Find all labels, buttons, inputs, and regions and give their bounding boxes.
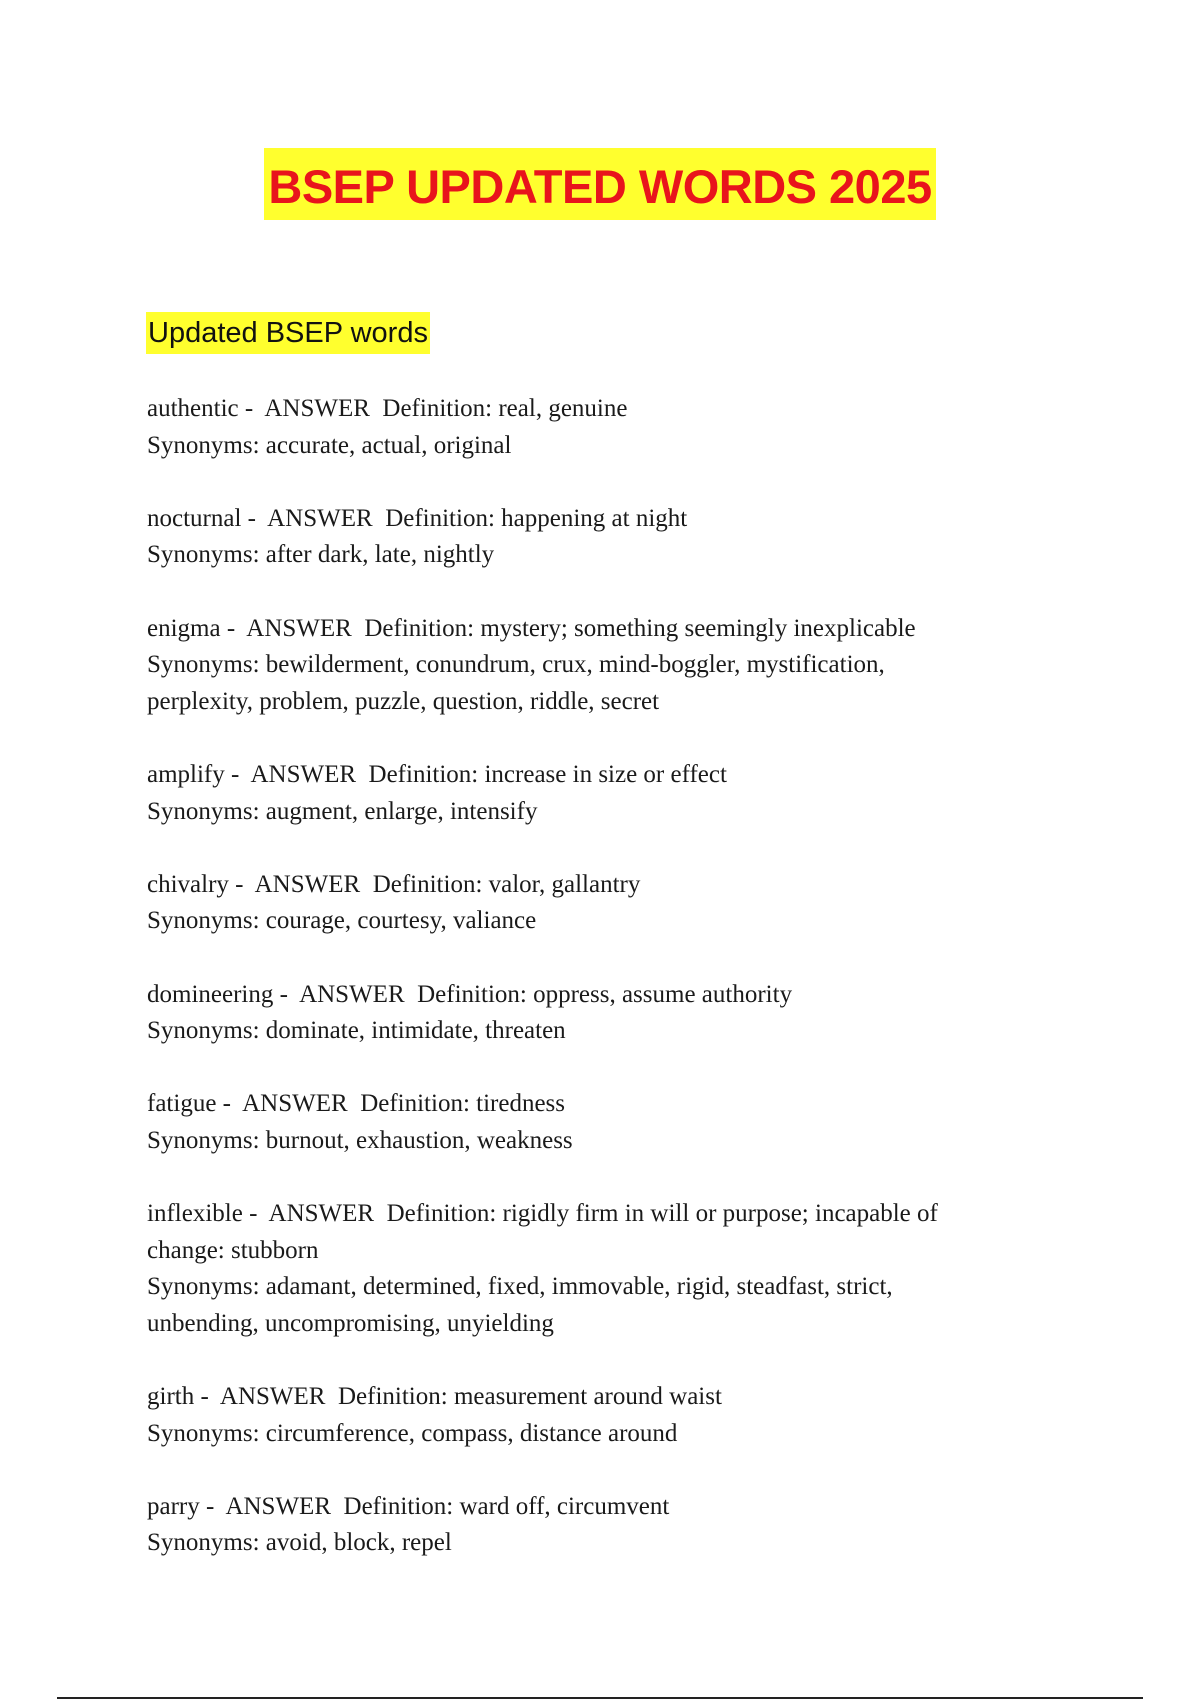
word-entry: [147, 757, 1077, 830]
document-title: BSEP UPDATED WORDS 2025: [264, 148, 935, 220]
word-entry: [147, 977, 1077, 1050]
definition-line: authentic - ANSWER Definition: real, genuine: [147, 395, 628, 422]
synonyms-line: Synonyms: burnout, exhaustion, weakness: [147, 1126, 573, 1154]
word-entry: [147, 1379, 1077, 1452]
entry-word: enigma: [147, 614, 221, 642]
definition-line: nocturnal - ANSWER Definition: happening at night: [147, 504, 688, 532]
synonyms-line: Synonyms: avoid, block, repel: [147, 1529, 452, 1557]
answer-label: ANSWER: [246, 614, 352, 642]
definition-line: inflexible - ANSWER Definition: rigidly firm in will or purpose; incapable of: [147, 1200, 938, 1228]
synonyms-line: Synonyms: circumference, compass, distance around: [147, 1419, 678, 1447]
word-entry: [147, 391, 1077, 464]
definition-text: Definition: valor, gallantry: [372, 870, 641, 898]
word-entry: [147, 867, 1077, 940]
definition-text: Definition: ward off, circumvent: [343, 1492, 670, 1520]
answer-label: ANSWER: [299, 980, 405, 1008]
title-block: [0, 148, 1200, 220]
synonyms-line: Synonyms: augment, enlarge, intensify: [147, 797, 538, 825]
word-entry: [147, 1196, 1077, 1342]
entry-word: inflexible: [147, 1200, 243, 1228]
word-entry: [147, 611, 1077, 721]
definition-text: Definition: real, genuine: [382, 395, 628, 422]
word-entry: [147, 1086, 1077, 1159]
entry-word: parry: [147, 1492, 200, 1520]
synonyms-line: Synonyms: dominate, intimidate, threaten: [147, 1017, 566, 1045]
answer-label: ANSWER: [264, 395, 370, 422]
definition-line: girth - ANSWER Definition: measurement around waist: [147, 1383, 722, 1411]
word-list: [147, 391, 1077, 1599]
footer-rule: [57, 1697, 1143, 1699]
definition-text: change: stubborn: [147, 1236, 319, 1264]
synonyms-line: Synonyms: adamant, determined, fixed, immovable, rigid, steadfast, strict,: [147, 1273, 893, 1301]
answer-label: ANSWER: [250, 760, 357, 788]
entry-word: amplify: [147, 760, 225, 788]
definition-text: Definition: increase in size or effect: [368, 760, 727, 788]
answer-label: ANSWER: [268, 1200, 375, 1228]
definition-line: [147, 1233, 1077, 1270]
answer-label: ANSWER: [254, 870, 361, 898]
word-entry: [147, 1489, 1077, 1562]
synonyms-line: Synonyms: bewilderment, conundrum, crux, mind-boggler, mystification,: [147, 651, 885, 679]
definition-text: Definition: happening at night: [385, 504, 688, 532]
definition-line: parry - ANSWER Definition: ward off, circumvent: [147, 1492, 670, 1520]
answer-label: ANSWER: [225, 1492, 332, 1520]
entry-word: authentic: [147, 395, 239, 422]
definition-line: chivalry - ANSWER Definition: valor, gallantry: [147, 870, 641, 898]
entry-word: domineering: [147, 980, 274, 1008]
definition-text: Definition: rigidly firm in will or purpose; incapable of: [386, 1200, 938, 1228]
answer-label: ANSWER: [267, 504, 373, 532]
answer-label: ANSWER: [219, 1383, 326, 1411]
definition-text: Definition: mystery; something seemingly inexplicable: [364, 614, 916, 642]
synonyms-line: Synonyms: courage, courtesy, valiance: [147, 907, 537, 935]
entry-word: nocturnal: [147, 504, 242, 532]
definition-line: fatigue - ANSWER Definition: tiredness: [147, 1090, 566, 1118]
definition-text: Definition: oppress, assume authority: [417, 980, 793, 1008]
synonyms-line: Synonyms: accurate, actual, original: [147, 431, 512, 459]
definition-line: domineering - ANSWER Definition: oppress, assume authority: [147, 980, 793, 1008]
synonyms-line: unbending, uncompromising, unyielding: [147, 1309, 554, 1337]
section-heading: Updated BSEP words: [146, 312, 430, 354]
definition-line: amplify - ANSWER Definition: increase in size or effect: [147, 760, 727, 788]
entry-word: chivalry: [147, 870, 229, 898]
synonyms-line: perplexity, problem, puzzle, question, riddle, secret: [147, 687, 660, 715]
synonyms-line: Synonyms: after dark, late, nightly: [147, 541, 495, 569]
definition-line: enigma - ANSWER Definition: mystery; something seemingly inexplicable: [147, 614, 916, 642]
entry-word: fatigue: [147, 1090, 217, 1118]
word-entry: [147, 501, 1077, 574]
answer-label: ANSWER: [242, 1090, 348, 1118]
entry-word: girth: [147, 1383, 195, 1411]
definition-text: Definition: tiredness: [360, 1090, 566, 1118]
definition-text: Definition: measurement around waist: [337, 1383, 722, 1411]
